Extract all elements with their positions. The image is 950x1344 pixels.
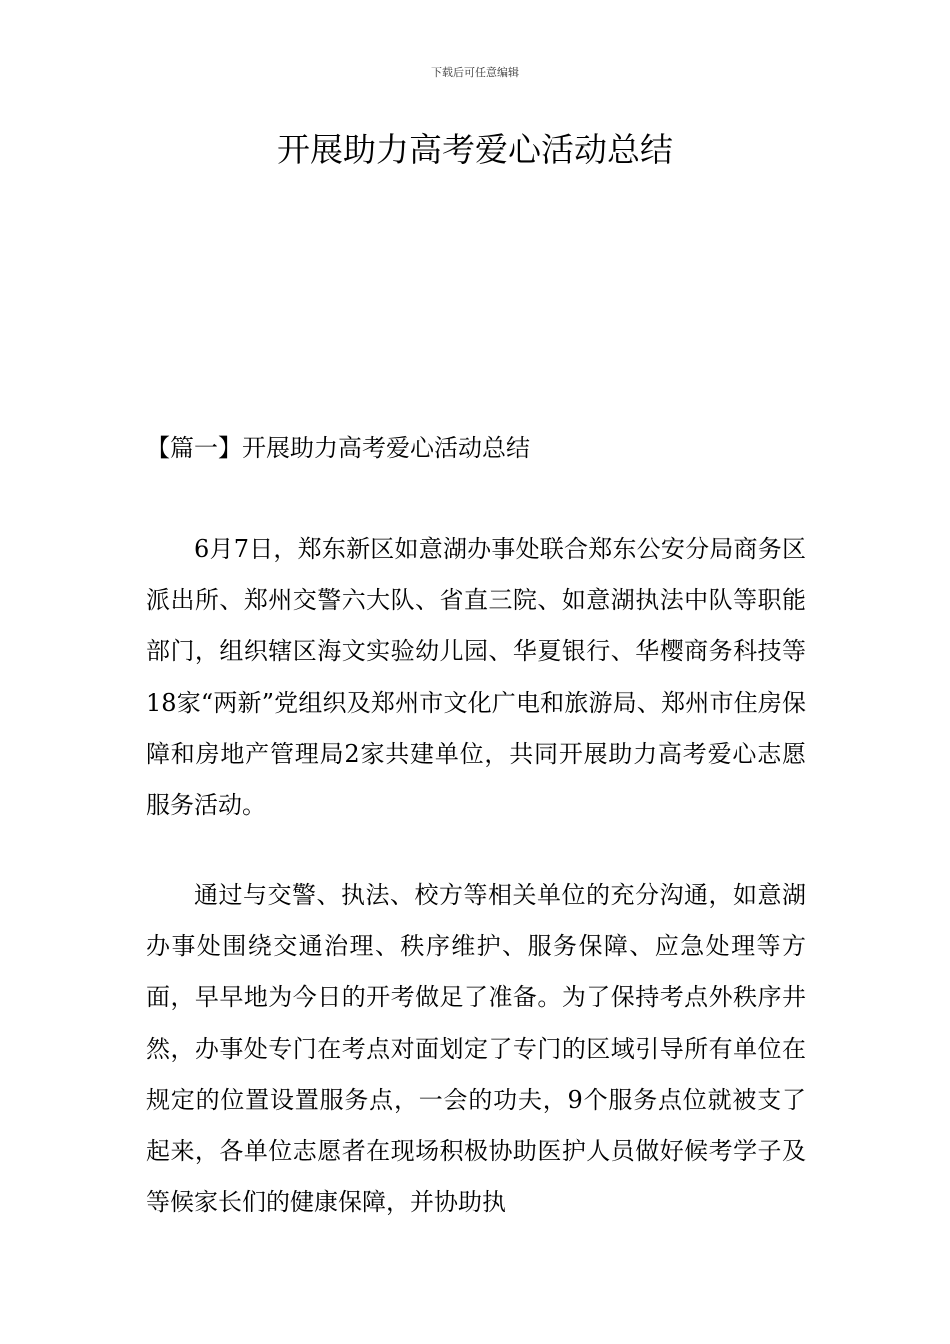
section-heading: 【篇一】开展助力高考爱心活动总结 [146,434,530,462]
body-paragraph-1: 6月7日，郑东新区如意湖办事处联合郑东公安分局商务区派出所、郑州交警六大队、省直三院、如意湖执法中队等职能部门，组织辖区海文实验幼儿园、华夏银行、华樱商务科技等18家“两新”党组织及郑州市文化广电和旅游局、郑州市住房保障和房地产管理局2家共建单位，共同开展助力高考爱心志愿服务活动。 [146,535,806,820]
header-note: 下载后可任意编辑 [431,66,519,79]
body-paragraph-2: 通过与交警、执法、校方等相关单位的充分沟通，如意湖办事处围绕交通治理、秩序维护、服务保障、应急处理等方面，早早地为今日的开考做足了准备。为了保持考点外秩序井然，办事处专门在考点对面划定了专门的区域引导所有单位在规定的位置设置服务点，一会的功夫，9个服务点位就被支了起来，各单位志愿者在现场积极协助医护人员做好候考学子及等候家长们的健康保障，并协助执 [146,881,806,1217]
document-title: 开展助力高考爱心活动总结 [277,130,673,169]
